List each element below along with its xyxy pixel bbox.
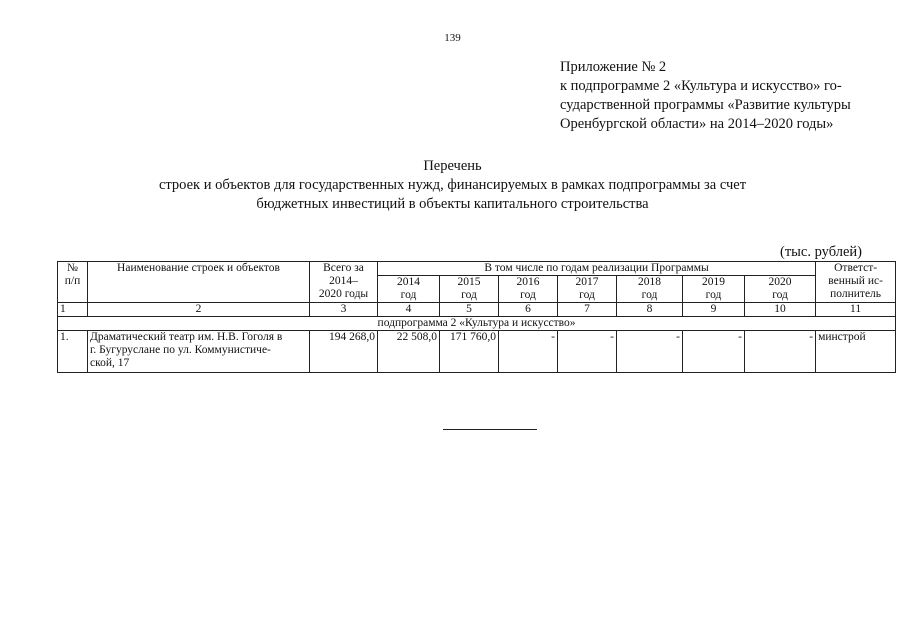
appendix-note	[560, 58, 880, 134]
header-year-2018: 2018 год	[617, 276, 683, 303]
appendix-line: сударственной программы «Развитие культуры	[560, 97, 851, 113]
column-number: 8	[617, 303, 683, 317]
column-number: 1	[58, 303, 88, 317]
column-number: 5	[440, 303, 499, 317]
header-year-2020: 2020 год	[745, 276, 816, 303]
table-row	[58, 331, 896, 373]
column-number: 3	[310, 303, 378, 317]
row-name: Драматический театр им. Н.В. Гоголя в г. Бугуруслане по ул. Коммунистиче- ской, 17	[88, 331, 310, 373]
header-name: Наименование строек и объектов	[88, 262, 310, 303]
page-number: 139	[444, 32, 461, 44]
header-num: № п/п	[58, 262, 88, 303]
row-total: 194 268,0	[310, 331, 378, 373]
column-number: 10	[745, 303, 816, 317]
column-number: 6	[499, 303, 558, 317]
header-total: Всего за 2014– 2020 годы	[310, 262, 378, 303]
header-year-2015: 2015 год	[440, 276, 499, 303]
column-number: 4	[378, 303, 440, 317]
header-by-years: В том числе по годам реализации Программы	[378, 262, 816, 276]
document-title	[0, 157, 905, 214]
units-label: (тыс. рублей)	[780, 244, 862, 260]
subprogram-row	[58, 317, 896, 331]
objects-table	[57, 261, 896, 373]
column-number: 2	[88, 303, 310, 317]
header-year-2014: 2014 год	[378, 276, 440, 303]
title-line: строек и объектов для государственных нужд, финансируемых в рамках подпрограммы за счет	[158, 177, 747, 193]
column-number: 9	[683, 303, 745, 317]
closing-divider	[443, 429, 537, 430]
row-2017: -	[558, 331, 617, 373]
row-2020: -	[745, 331, 816, 373]
row-2018: -	[617, 331, 683, 373]
column-numbers-row	[58, 303, 896, 317]
header-year-2019: 2019 год	[683, 276, 745, 303]
header-responsible: Ответст- венный ис- полнитель	[816, 262, 896, 303]
appendix-line: Оренбургской области» на 2014–2020 годы»	[560, 116, 834, 132]
column-number: 7	[558, 303, 617, 317]
header-year-2016: 2016 год	[499, 276, 558, 303]
row-2019: -	[683, 331, 745, 373]
row-2015: 171 760,0	[440, 331, 499, 373]
row-num: 1.	[58, 331, 88, 373]
row-responsible: минстрой	[816, 331, 896, 373]
row-2014: 22 508,0	[378, 331, 440, 373]
title-line: бюджетных инвестиций в объекты капитального строительства	[256, 196, 649, 212]
appendix-line: Приложение № 2	[560, 59, 667, 75]
header-year-2017: 2017 год	[558, 276, 617, 303]
title-line: Перечень	[423, 158, 482, 174]
subprogram-title: подпрограмма 2 «Культура и искусство»	[58, 317, 896, 331]
table-header-row	[58, 262, 896, 276]
row-2016: -	[499, 331, 558, 373]
appendix-line: к подпрограмме 2 «Культура и искусство» го-	[560, 78, 842, 94]
column-number: 11	[816, 303, 896, 317]
